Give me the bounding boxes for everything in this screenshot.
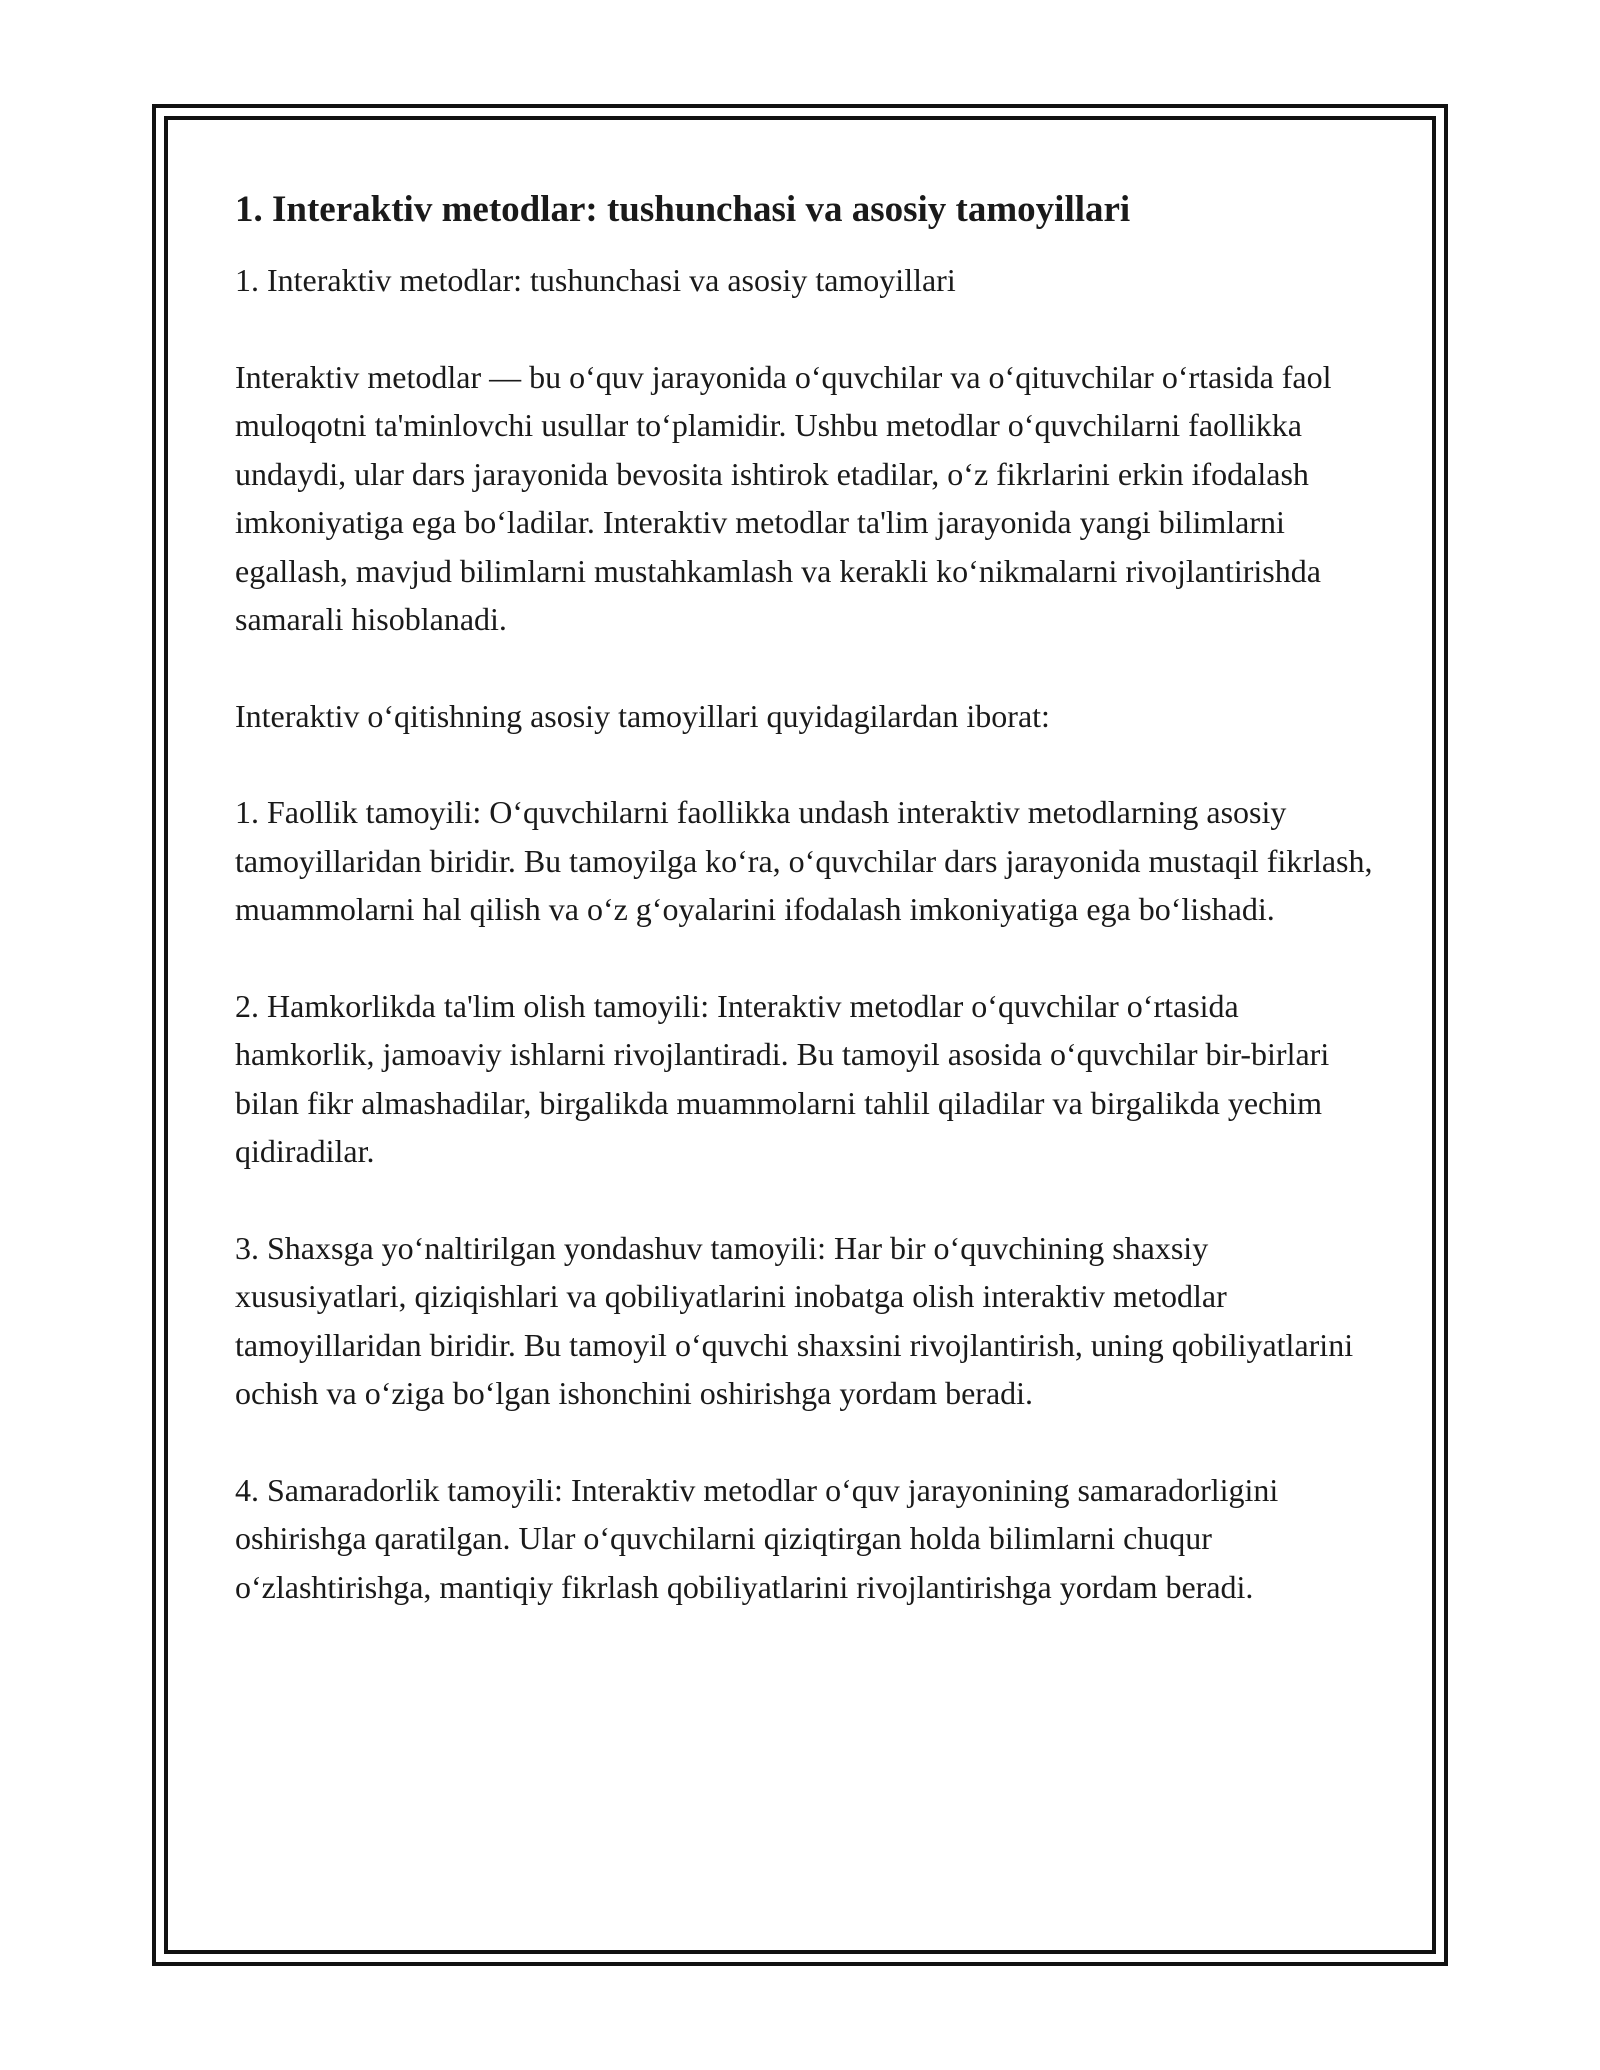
paragraph-principle-1: 1. Faollik tamoyili: O‘quvchilarni faollikka undash interaktiv metodlarning asosiy tamoyillaridan biridir. Bu tamoyilga ko‘ra, o‘quvchilar dars jarayonida mustaqil fikrlash, muammolarni hal qilish va o‘z g‘oyalarini ifodalash imkoniyatiga ega bo‘lishadi.: [235, 794, 1373, 927]
document-body: [235, 186, 1375, 1659]
paragraph-subtitle: 1. Interaktiv metodlar: tushunchasi va asosiy tamoyillari: [235, 262, 956, 298]
paragraph-principle-2: 2. Hamkorlikda ta'lim olish tamoyili: Interaktiv metodlar o‘quvchilar o‘rtasida hamkorlik, jamoaviy ishlarni rivojlantiradi. Bu tamoyil asosida o‘quvchilar bir-birlari bilan fikr almashadilar, birgalikda muammolarni tahlil qiladilar va birgalikda yechim qidiradilar.: [235, 987, 1330, 1169]
paragraph-principle-3: 3. Shaxsga yo‘naltirilgan yondashuv tamoyili: Har bir o‘quvchining shaxsiy xususiyatlari, qiziqishlari va qobiliyatlarini inobatga olish interaktiv metodlar tamoyillaridan biridir. Bu tamoyil o‘quvchi shaxsini rivojlantirish, uning qobiliyatlarini ochish va o‘ziga bo‘lgan ishonchini oshirishga yordam beradi.: [235, 1229, 1354, 1411]
paragraph-definition: Interaktiv metodlar — bu o‘quv jarayonida o‘quvchilar va o‘qituvchilar o‘rtasida faol muloqotni ta'minlovchi usullar to‘plamidir. Ushbu metodlar o‘quvchilarni faollikka undaydi, ular dars jarayonida bevosita ishtirok etadilar, o‘z fikrlarini erkin ifodalash imkoniyatiga ega bo‘ladilar. Interaktiv metodlar ta'lim jarayonida yangi bilimlarni egallash, mavjud bilimlarni mustahkamlash va kerakli ko‘nikmalarni rivojlantirishda samarali hisoblanadi.: [235, 358, 1332, 637]
paragraph-principle-4: 4. Samaradorlik tamoyili: Interaktiv metodlar o‘quv jarayonining samaradorligini oshirishga qaratilgan. Ular o‘quvchilarni qiziqtirgan holda bilimlarni chuqur o‘zlashtirishga, mantiqiy fikrlash qobiliyatlarini rivojlantirishga yordam beradi.: [235, 1471, 1279, 1605]
page-title: 1. Interaktiv metodlar: tushunchasi va asosiy tamoyillari: [235, 189, 1131, 230]
paragraph-principles-intro: Interaktiv o‘qitishning asosiy tamoyillari quyidagilardan iborat:: [235, 697, 1050, 734]
